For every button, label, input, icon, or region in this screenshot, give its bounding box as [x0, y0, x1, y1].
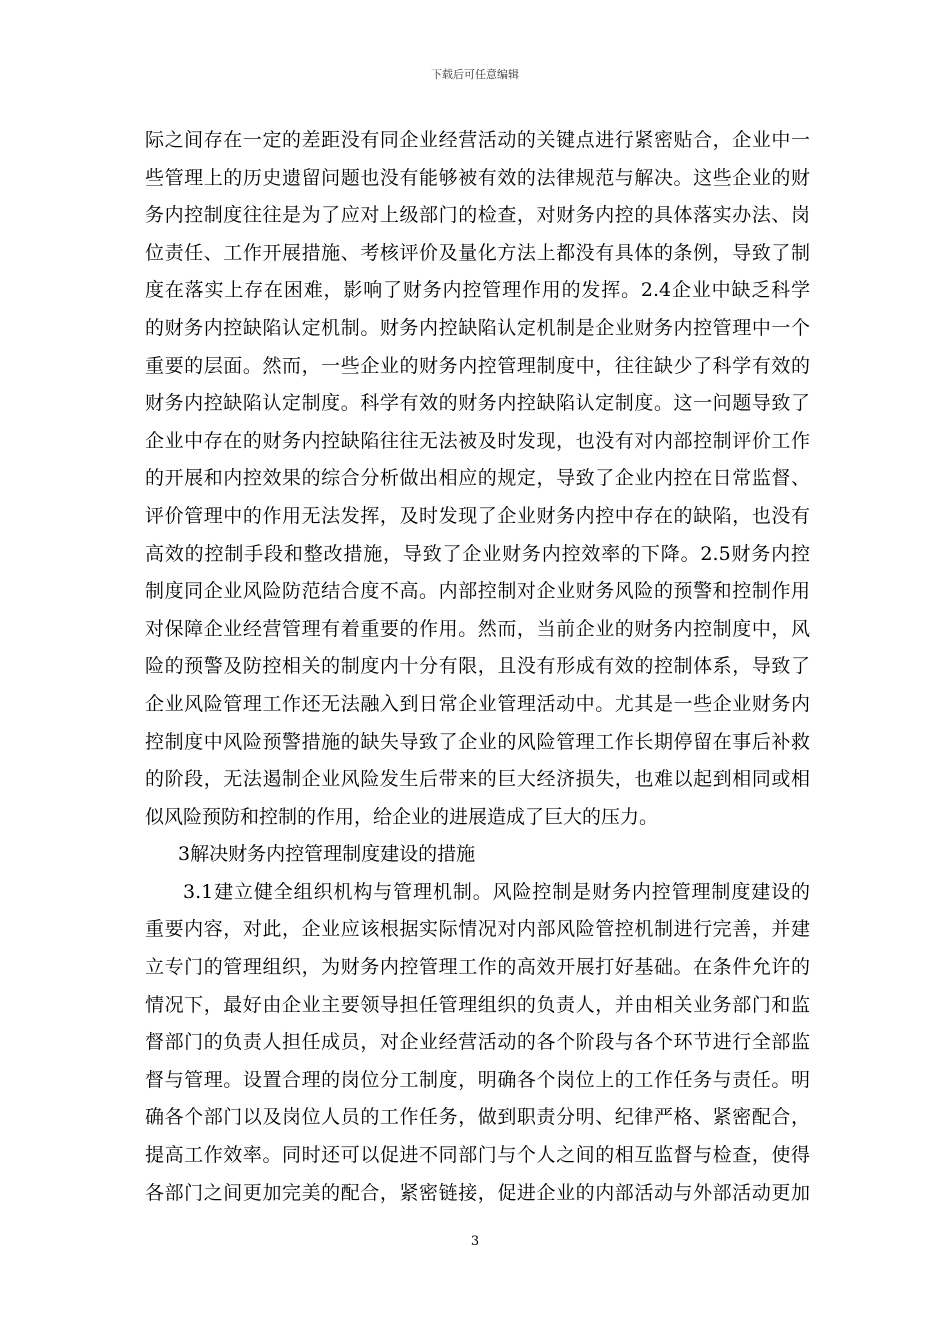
body-line: 重要的层面。然而，一些企业的财务内控管理制度中，往往缺少了科学有效的	[145, 354, 810, 377]
body-line: 企业风险管理工作还无法融入到日常企业管理活动中。尤其是一些企业财务内	[145, 692, 810, 715]
body-line: 制度同企业风险防范结合度不高。内部控制对企业财务风险的预警和控制作用	[145, 580, 810, 603]
body-line: 各部门之间更加完美的配合，紧密链接，促进企业的内部活动与外部活动更加	[145, 1181, 810, 1204]
body-line: 的开展和内控效果的综合分析做出相应的规定，导致了企业内控在日常监督、	[145, 467, 810, 490]
body-line: 确各个部门以及岗位人员的工作任务，做到职责分明、纪律严格、紧密配合，	[145, 1106, 810, 1129]
body-line: 提高工作效率。同时还可以促进不同部门与个人之间的相互监督与检查，使得	[145, 1144, 810, 1167]
body-line: 情况下，最好由企业主要领导担任管理组织的负责人，并由相关业务部门和监	[145, 993, 810, 1016]
page-number: 3	[470, 1234, 480, 1249]
body-line: 务内控制度往往是为了应对上级部门的检查，对财务内控的具体落实办法、岗	[145, 204, 810, 227]
body-text	[145, 122, 810, 1212]
body-line: 控制度中风险预警措施的缺失导致了企业的风险管理工作长期停留在事后补救	[145, 730, 810, 753]
body-line: 的阶段，无法遏制企业风险发生后带来的巨大经济损失，也难以起到相同或相	[145, 768, 810, 791]
body-line: 对保障企业经营管理有着重要的作用。然而，当前企业的财务内控制度中，风	[145, 617, 810, 640]
body-line: 度在落实上存在困难，影响了财务内控管理作用的发挥。2.4企业中缺乏科学	[145, 279, 810, 302]
body-line: 企业中存在的财务内控缺陷往往无法被及时发现，也没有对内部控制评价工作	[145, 429, 810, 452]
section-heading: 3解决财务内控管理制度建设的措施	[178, 843, 476, 866]
body-line: 高效的控制手段和整改措施，导致了企业财务内控效率的下降。2.5财务内控	[145, 542, 810, 565]
body-line: 重要内容，对此，企业应该根据实际情况对内部风险管控机制进行完善，并建	[145, 918, 810, 941]
body-line: 财务内控缺陷认定制度。科学有效的财务内控缺陷认定制度。这一问题导致了	[145, 392, 810, 415]
body-line: 际之间存在一定的差距没有同企业经营活动的关键点进行紧密贴合，企业中一	[145, 129, 810, 151]
body-line: 督部门的负责人担任成员，对企业经营活动的各个阶段与各个环节进行全部监	[145, 1031, 810, 1054]
body-line: 的财务内控缺陷认定机制。财务内控缺陷认定机制是企业财务内控管理中一个	[145, 316, 810, 339]
body-line: 评价管理中的作用无法发挥，及时发现了企业财务内控中存在的缺陷，也没有	[145, 504, 810, 527]
page-header: 下载后可任意编辑	[431, 68, 519, 81]
body-line: 似风险预防和控制的作用，给企业的进展造成了巨大的压力。	[145, 805, 659, 828]
body-line: 3.1建立健全组织机构与管理机制。风险控制是财务内控管理制度建设的	[183, 880, 810, 903]
body-line: 督与管理。设置合理的岗位分工制度，明确各个岗位上的工作任务与责任。明	[145, 1068, 810, 1091]
body-line: 位责任、工作开展措施、考核评价及量化方法上都没有具体的条例，导致了制	[145, 241, 810, 264]
body-line: 些管理上的历史遗留问题也没有能够被有效的法律规范与解决。这些企业的财	[145, 166, 810, 189]
body-line: 险的预警及防控相关的制度内十分有限，且没有形成有效的控制体系，导致了	[145, 655, 810, 678]
body-line: 立专门的管理组织，为财务内控管理工作的高效开展打好基础。在条件允许的	[145, 956, 810, 979]
